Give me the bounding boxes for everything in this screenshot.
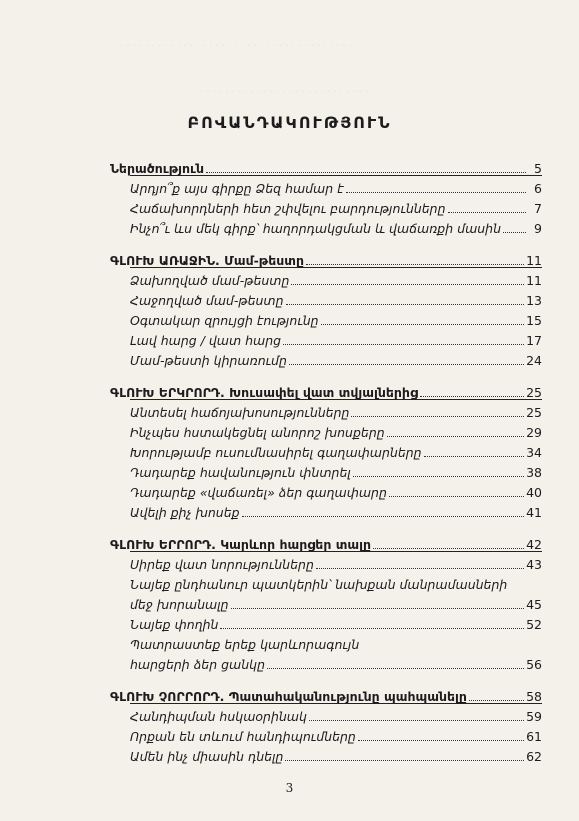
entry-label: ԳԼՈՒԽ ԱՌԱՋԻՆ. Մամ-թեստը: [110, 253, 305, 268]
dot-leader: [306, 264, 524, 265]
entry-label: Ինչպես հստակեցնել անորոշ խոսքերը: [130, 425, 385, 440]
bleed-through-text: . . . . . . . . . . . . . . . . . . . . . . . . . . . . . . . . . . . . .: [120, 38, 353, 49]
toc-entry-chapter-4[interactable]: [110, 684, 542, 704]
toc-entry[interactable]: [130, 268, 542, 288]
entry-label: Նայեք փողին: [130, 617, 219, 632]
entry-page: 17: [526, 333, 542, 348]
toc-entry-chapter-3[interactable]: [110, 532, 542, 552]
dot-leader: [242, 516, 525, 517]
dot-leader: [316, 568, 524, 569]
entry-label: Ինչո՞ւ ևս մեկ գիրք՝ հաղորդակցման և վաճառքի մասին: [130, 221, 502, 236]
entry-page: 29: [526, 425, 542, 440]
entry-label: Հաջողված մամ-թեստը: [130, 293, 284, 308]
toc-entry[interactable]: [130, 420, 542, 440]
toc-entry[interactable]: [130, 652, 542, 672]
dot-leader: [503, 232, 526, 233]
entry-page: 38: [526, 465, 542, 480]
toc-entry[interactable]: [130, 704, 542, 724]
entry-page: 11: [526, 253, 542, 268]
toc-entry[interactable]: [130, 572, 542, 592]
entry-label: Դադարեք հավանություն փնտրել: [130, 465, 351, 480]
entry-label: Ամեն ինչ միասին դնելը: [130, 749, 284, 764]
entry-label: Որքան են տևում հանդիպումները: [130, 729, 356, 744]
toc-entry-chapter-1[interactable]: [110, 248, 542, 268]
toc-entry[interactable]: [130, 480, 542, 500]
entry-page: 58: [526, 689, 542, 704]
dot-leader: [231, 608, 525, 609]
toc-entry-introduction[interactable]: [110, 156, 542, 176]
toc-entry[interactable]: [130, 460, 542, 480]
entry-label: ԳԼՈՒԽ ՉՈՐՐՈՐԴ. Պատահականությունը պահպանելը: [110, 689, 467, 704]
entry-label: Օգտակար զրույցի էությունը: [130, 313, 319, 328]
toc-title: ԲՈՎԱՆԴԱԿՈՒԹՅՈՒՆ: [187, 113, 392, 132]
entry-label: հարցերի ձեր ցանկը: [130, 657, 265, 672]
toc-entry[interactable]: [130, 500, 542, 520]
entry-page: 13: [526, 293, 542, 308]
entry-page: 34: [526, 445, 542, 460]
toc-entry[interactable]: [130, 592, 542, 612]
entry-label: Ձախողված մամ-թեստը: [130, 273, 290, 288]
dot-leader: [358, 740, 524, 741]
dot-leader: [289, 364, 524, 365]
toc-entry[interactable]: [130, 612, 542, 632]
entry-label: Խորությամբ ուսումնասիրել գաղափարները: [130, 445, 422, 460]
dot-leader: [448, 212, 527, 213]
entry-page: 43: [526, 557, 542, 572]
entry-label: Նայեք ընդհանուր պատկերին՝ նախքան մանրամասների: [130, 577, 508, 592]
entry-label: Արդյո՞ք այս գիրքը Ձեզ համար է: [130, 181, 344, 196]
dot-leader: [283, 344, 524, 345]
entry-page: 56: [526, 657, 542, 672]
dot-leader: [285, 760, 524, 761]
dot-leader: [346, 192, 526, 193]
entry-page: 52: [526, 617, 542, 632]
entry-page: 45: [526, 597, 542, 612]
entry-page: 61: [526, 729, 542, 744]
entry-label: Ավելի քիչ խոսեք: [130, 505, 240, 520]
dot-leader: [387, 436, 524, 437]
toc-entry[interactable]: [130, 632, 542, 652]
dot-leader: [291, 284, 524, 285]
dot-leader: [353, 476, 524, 477]
dot-leader: [206, 172, 526, 173]
entry-page: 24: [526, 353, 542, 368]
entry-label: Հաճախորդների հետ շփվելու բարդությունները: [130, 201, 446, 216]
toc-entry[interactable]: [130, 400, 542, 420]
entry-page: 59: [526, 709, 542, 724]
entry-page: 62: [526, 749, 542, 764]
entry-page: 41: [526, 505, 542, 520]
entry-label: ԳԼՈՒԽ ԵՐԿՐՈՐԴ. Խուսափել վատ տվյալներից: [110, 385, 418, 400]
entry-page: 42: [526, 537, 542, 552]
entry-label: Մամ-թեստի կիրառումը: [130, 353, 287, 368]
entry-label: Անտեսել հաճոյախոսությունները: [130, 405, 350, 420]
dot-leader: [286, 304, 525, 305]
entry-page: 25: [526, 385, 542, 400]
entry-label: Լավ հարց / վատ հարց: [130, 333, 282, 348]
dot-leader: [267, 668, 524, 669]
dot-leader: [420, 396, 524, 397]
toc-entry[interactable]: [130, 308, 542, 328]
toc-entry[interactable]: [130, 552, 542, 572]
toc-entry-chapter-2[interactable]: [110, 380, 542, 400]
dot-leader: [424, 456, 525, 457]
entry-page: 5: [534, 161, 542, 176]
dot-leader: [220, 628, 524, 629]
entry-page: 9: [534, 221, 542, 236]
toc-entry[interactable]: [130, 216, 542, 236]
dot-leader: [321, 324, 524, 325]
toc-entry[interactable]: [130, 744, 542, 764]
entry-page: 40: [526, 485, 542, 500]
entry-page: 6: [534, 181, 542, 196]
toc-entry[interactable]: [130, 348, 542, 368]
toc-entry[interactable]: [130, 328, 542, 348]
dot-leader: [309, 720, 524, 721]
page-number: 3: [285, 781, 294, 795]
entry-label: Ներածություն: [110, 161, 205, 176]
entry-label: Դադարեք «վաճառել» ձեր գաղափարը: [130, 485, 387, 500]
dot-leader: [351, 416, 524, 417]
toc-entry[interactable]: [130, 724, 542, 744]
bleed-through-text: . . . . . . . . . . . . . . . . . . . . . . . . . . .: [200, 84, 369, 95]
toc-entry[interactable]: [130, 176, 542, 196]
dot-leader: [469, 700, 524, 701]
entry-page: 15: [526, 313, 542, 328]
entry-label: Սիրեք վատ նորությունները: [130, 557, 314, 572]
entry-page: 7: [534, 201, 542, 216]
dot-leader: [373, 548, 524, 549]
entry-label: Հանդիպման հսկաօրինակ: [130, 709, 307, 724]
entry-page: 25: [526, 405, 542, 420]
entry-label: մեջ խորանալը: [130, 597, 229, 612]
entry-label: ԳԼՈՒԽ ԵՐՐՈՐԴ. Կարևոր հարցեր տալը: [110, 537, 372, 552]
entry-label: Պատրաստեք երեք կարևորագույն: [130, 637, 360, 652]
toc-entry[interactable]: [130, 196, 542, 216]
dot-leader: [389, 496, 524, 497]
entry-page: 11: [526, 273, 542, 288]
toc-entry[interactable]: [130, 288, 542, 308]
toc-entry[interactable]: [130, 440, 542, 460]
